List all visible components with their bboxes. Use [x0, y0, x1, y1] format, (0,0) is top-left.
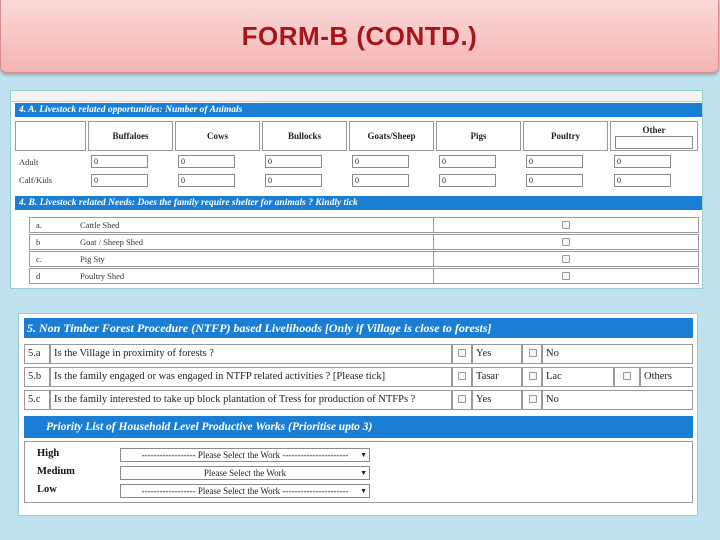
- option-tasar-label: Tasar: [472, 367, 522, 387]
- calf-bullocks-input[interactable]: 0: [265, 174, 322, 187]
- calf-pigs-input[interactable]: 0: [439, 174, 496, 187]
- goat-sheep-shed-checkbox[interactable]: [562, 238, 570, 246]
- select-value: Please Select the Work: [203, 468, 287, 478]
- option-no-label: No: [542, 390, 693, 410]
- column-header-pigs: Pigs: [436, 121, 521, 151]
- priority-list-box: [24, 441, 693, 503]
- shelter-row-label: Cattle Shed: [80, 220, 120, 230]
- shelter-row-poultry: [29, 268, 699, 284]
- adult-buffaloes-input[interactable]: 0: [91, 155, 148, 168]
- forest-proximity-yes-checkbox[interactable]: [458, 349, 466, 357]
- ntfp-panel: [18, 313, 698, 516]
- other-animal-name-input[interactable]: [615, 136, 693, 149]
- table-corner-cell: [15, 121, 86, 151]
- column-header-buffaloes: Buffaloes: [88, 121, 173, 151]
- calf-goats-sheep-input[interactable]: 0: [352, 174, 409, 187]
- question-text: Is the family interested to take up block plantation of Tress for production of NTFPs ?: [50, 390, 452, 410]
- section-4b-heading: 4. B. Livestock related Needs: Does the family require shelter for animals ? Kindly tick: [15, 196, 702, 210]
- plantation-no-checkbox[interactable]: [529, 395, 537, 403]
- option-no-label: No: [542, 344, 693, 364]
- question-number: 5.c: [24, 390, 50, 410]
- shelter-row-label: Poultry Shed: [80, 271, 125, 281]
- select-value: ------------------ Please Select the Work ----------------------: [141, 450, 349, 460]
- adult-pigs-input[interactable]: 0: [439, 155, 496, 168]
- adult-goats-sheep-input[interactable]: 0: [352, 155, 409, 168]
- shelter-row-letter: d: [36, 271, 41, 281]
- option-yes-label: Yes: [472, 344, 522, 364]
- adult-poultry-input[interactable]: 0: [526, 155, 583, 168]
- column-divider: [433, 218, 434, 232]
- shelter-row-letter: a.: [36, 220, 42, 230]
- question-text: Is the Village in proximity of forests ?: [50, 344, 452, 364]
- priority-label-high: High: [37, 448, 60, 459]
- high-priority-select[interactable]: [120, 448, 370, 462]
- column-header-bullocks: Bullocks: [262, 121, 347, 151]
- priority-list-heading: Priority List of Household Level Productive Works (Prioritise upto 3): [24, 416, 693, 438]
- calf-poultry-input[interactable]: 0: [526, 174, 583, 187]
- poultry-shed-checkbox[interactable]: [562, 272, 570, 280]
- adult-other-input[interactable]: 0: [614, 155, 671, 168]
- select-value: ------------------ Please Select the Work ----------------------: [141, 486, 349, 496]
- option-others-label: Others: [640, 367, 693, 387]
- slide-title: FORM-B (CONTD.): [241, 20, 478, 51]
- question-text: Is the family engaged or was engaged in NTFP related activities ? [Please tick]: [50, 367, 452, 387]
- shelter-row-cattle: [29, 217, 699, 233]
- lac-checkbox[interactable]: [529, 372, 537, 380]
- calf-other-input[interactable]: 0: [614, 174, 671, 187]
- low-priority-select[interactable]: [120, 484, 370, 498]
- column-divider: [433, 252, 434, 266]
- adult-cows-input[interactable]: 0: [178, 155, 235, 168]
- cattle-shed-checkbox[interactable]: [562, 221, 570, 229]
- question-row-5b: [24, 367, 693, 387]
- dropdown-arrow-icon: ▼: [360, 469, 367, 477]
- panel-top-strip: [11, 91, 702, 102]
- question-number: 5.a: [24, 344, 50, 364]
- tasar-checkbox[interactable]: [458, 372, 466, 380]
- shelter-row-goat-sheep: [29, 234, 699, 250]
- calf-buffaloes-input[interactable]: 0: [91, 174, 148, 187]
- column-header-poultry: Poultry: [523, 121, 608, 151]
- dropdown-arrow-icon: ▼: [360, 487, 367, 495]
- column-divider: [433, 235, 434, 249]
- option-yes-label: Yes: [472, 390, 522, 410]
- adult-bullocks-input[interactable]: 0: [265, 155, 322, 168]
- plantation-yes-checkbox[interactable]: [458, 395, 466, 403]
- column-header-cows: Cows: [175, 121, 260, 151]
- question-row-5a: [24, 344, 693, 364]
- livestock-panel: [10, 90, 703, 289]
- forest-proximity-no-checkbox[interactable]: [529, 349, 537, 357]
- calf-cows-input[interactable]: 0: [178, 174, 235, 187]
- shelter-row-pig: [29, 251, 699, 267]
- column-divider: [433, 269, 434, 283]
- question-row-5c: [24, 390, 693, 410]
- medium-priority-select[interactable]: [120, 466, 370, 480]
- option-lac-label: Lac: [542, 367, 614, 387]
- column-header-goats-sheep: Goats/Sheep: [349, 121, 434, 151]
- shelter-row-label: Pig Sty: [80, 254, 105, 264]
- section-4a-heading: 4. A. Livestock related opportunities: Number of Animals: [15, 103, 702, 117]
- priority-label-medium: Medium: [37, 466, 75, 477]
- priority-label-low: Low: [37, 484, 57, 495]
- shelter-row-letter: c.: [36, 254, 42, 264]
- row-label-calf-kids: Calf/Kids: [19, 175, 53, 185]
- others-checkbox[interactable]: [623, 372, 631, 380]
- slide-title-banner: [0, 0, 719, 73]
- pig-sty-checkbox[interactable]: [562, 255, 570, 263]
- shelter-row-label: Goat / Sheep Shed: [80, 237, 144, 247]
- question-number: 5.b: [24, 367, 50, 387]
- section-5-heading: 5. Non Timber Forest Procedure (NTFP) based Livelihoods [Only if Village is close to forests]: [24, 318, 693, 338]
- dropdown-arrow-icon: ▼: [360, 451, 367, 459]
- shelter-row-letter: b: [36, 237, 41, 247]
- row-label-adult: Adult: [19, 157, 39, 167]
- column-header-other-cell: [610, 121, 698, 151]
- column-header-other: Other: [642, 125, 666, 135]
